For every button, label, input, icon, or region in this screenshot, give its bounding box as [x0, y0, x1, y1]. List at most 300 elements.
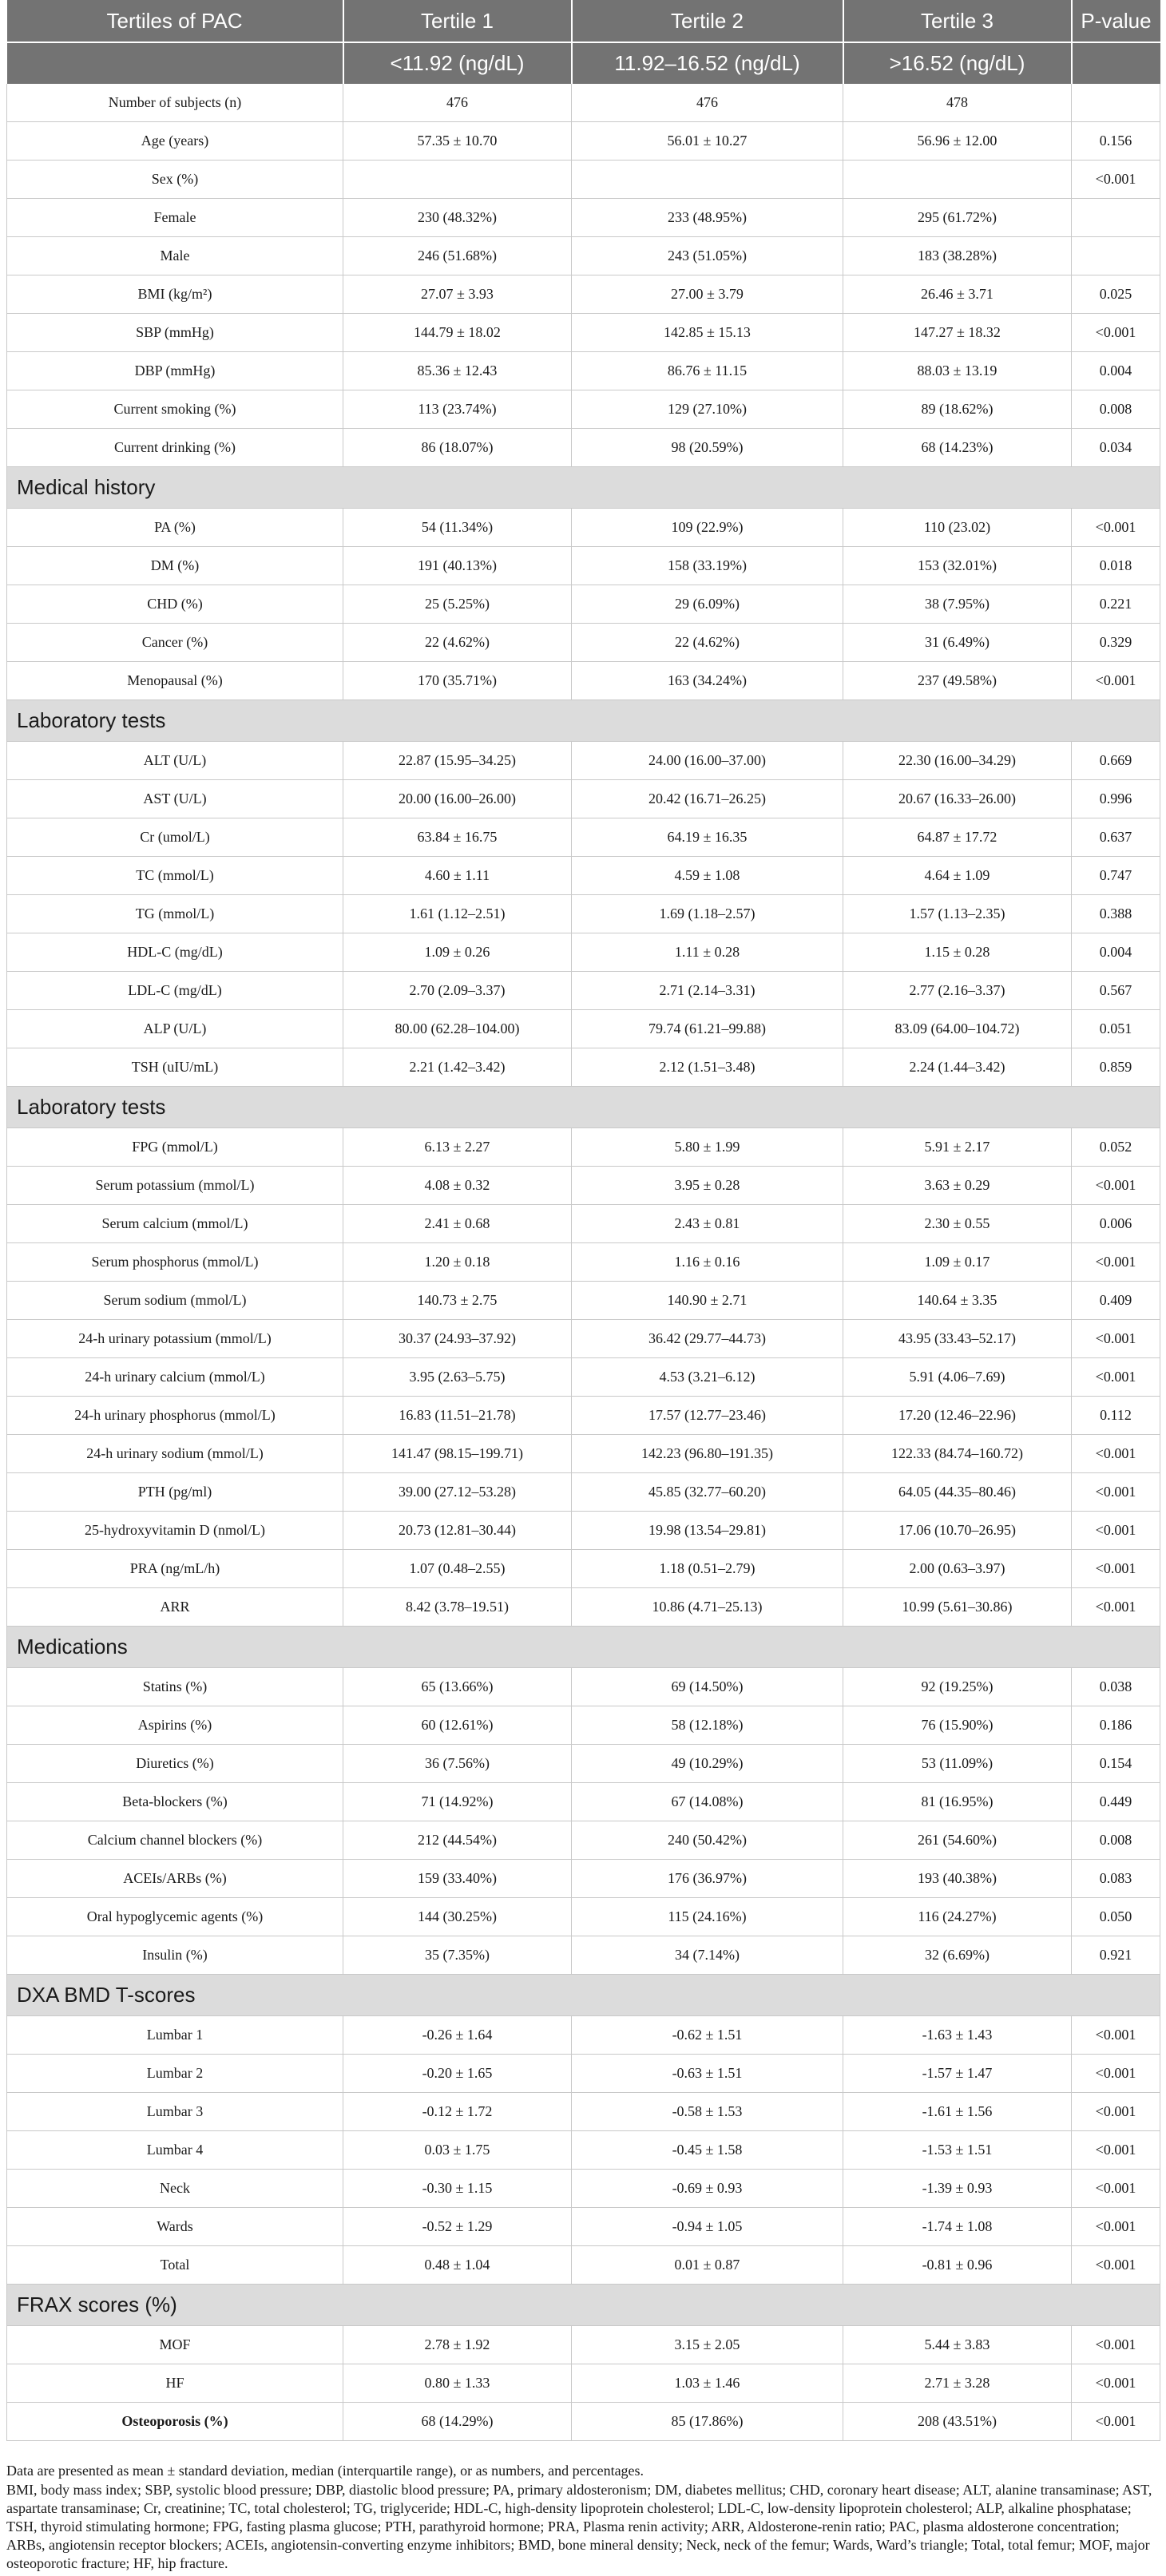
header-tertile-2: Tertile 2: [572, 0, 843, 42]
p-value: 0.004: [1072, 933, 1160, 972]
characteristics-table: [6, 0, 1160, 2441]
row-label: Lumbar 1: [7, 2016, 343, 2055]
p-value: [1072, 84, 1160, 122]
table-row: [7, 1936, 1160, 1975]
tertile-2-value: 1.69 (1.18–2.57): [572, 895, 843, 933]
p-value: 0.186: [1072, 1706, 1160, 1745]
row-label: Male: [7, 237, 343, 275]
row-label: Cr (umol/L): [7, 818, 343, 857]
tertile-1-value: [343, 161, 572, 199]
table-row: [7, 1706, 1160, 1745]
row-label: Neck: [7, 2170, 343, 2208]
table-header: [7, 0, 1160, 84]
row-label: MOF: [7, 2326, 343, 2364]
p-value: <0.001: [1072, 2016, 1160, 2055]
section-header-row: [7, 1627, 1160, 1668]
tertile-1-value: 20.00 (16.00–26.00): [343, 780, 572, 818]
header-tertiles-of-pac: Tertiles of PAC: [7, 0, 343, 42]
p-value: 0.329: [1072, 624, 1160, 662]
row-label: ACEIs/ARBs (%): [7, 1860, 343, 1898]
tertile-1-value: 60 (12.61%): [343, 1706, 572, 1745]
tertile-2-value: -0.69 ± 0.93: [572, 2170, 843, 2208]
tertile-1-value: -0.20 ± 1.65: [343, 2055, 572, 2093]
p-value: 0.921: [1072, 1936, 1160, 1975]
row-label: ALP (U/L): [7, 1010, 343, 1048]
tertile-1-value: 57.35 ± 10.70: [343, 122, 572, 161]
table-row: [7, 1205, 1160, 1243]
tertile-2-value: 5.80 ± 1.99: [572, 1128, 843, 1167]
table-body: [7, 84, 1160, 2441]
table-row: [7, 1320, 1160, 1358]
tertile-1-value: 25 (5.25%): [343, 585, 572, 624]
header-row-2: [7, 42, 1160, 84]
p-value: 0.008: [1072, 390, 1160, 429]
tertile-3-value: -1.57 ± 1.47: [843, 2055, 1072, 2093]
tertile-3-value: [843, 161, 1072, 199]
tertile-3-value: 1.09 ± 0.17: [843, 1243, 1072, 1282]
tertile-2-value: 10.86 (4.71–25.13): [572, 1588, 843, 1627]
row-label: 25-hydroxyvitamin D (nmol/L): [7, 1512, 343, 1550]
p-value: <0.001: [1072, 2364, 1160, 2403]
tertile-2-value: -0.63 ± 1.51: [572, 2055, 843, 2093]
row-label: SBP (mmHg): [7, 314, 343, 352]
p-value: 0.156: [1072, 122, 1160, 161]
tertile-2-value: 85 (17.86%): [572, 2403, 843, 2441]
tertile-1-value: 6.13 ± 2.27: [343, 1128, 572, 1167]
p-value: <0.001: [1072, 2246, 1160, 2285]
table-row: [7, 1550, 1160, 1588]
tertile-2-value: 36.42 (29.77–44.73): [572, 1320, 843, 1358]
p-value: <0.001: [1072, 1320, 1160, 1358]
tertile-2-value: 1.03 ± 1.46: [572, 2364, 843, 2403]
p-value: 0.388: [1072, 895, 1160, 933]
row-label: PA (%): [7, 509, 343, 547]
row-label: 24-h urinary sodium (mmol/L): [7, 1435, 343, 1473]
p-value: <0.001: [1072, 2403, 1160, 2441]
footnote-data-presentation: Data are presented as mean ± standard deviation, median (interquartile range), or as numbers, and percentages.: [6, 2463, 644, 2479]
tertile-1-value: 2.78 ± 1.92: [343, 2326, 572, 2364]
tertile-3-value: 92 (19.25%): [843, 1668, 1072, 1706]
header-range-tertile-3: >16.52 (ng/dL): [843, 42, 1072, 84]
tertile-1-value: 2.41 ± 0.68: [343, 1205, 572, 1243]
table-row: [7, 1745, 1160, 1783]
tertile-2-value: 4.59 ± 1.08: [572, 857, 843, 895]
tertile-2-value: 56.01 ± 10.27: [572, 122, 843, 161]
table-row: [7, 742, 1160, 780]
row-label: Current drinking (%): [7, 429, 343, 467]
table-row: [7, 2208, 1160, 2246]
p-value: 0.008: [1072, 1821, 1160, 1860]
tertile-1-value: 1.20 ± 0.18: [343, 1243, 572, 1282]
table-row: [7, 2093, 1160, 2131]
tertile-3-value: -1.39 ± 0.93: [843, 2170, 1072, 2208]
tertile-3-value: 68 (14.23%): [843, 429, 1072, 467]
p-value: [1072, 199, 1160, 237]
section-header-row: [7, 2285, 1160, 2326]
tertile-1-value: 140.73 ± 2.75: [343, 1282, 572, 1320]
tertile-3-value: 116 (24.27%): [843, 1898, 1072, 1936]
p-value: <0.001: [1072, 1243, 1160, 1282]
table-row: [7, 818, 1160, 857]
p-value: 0.083: [1072, 1860, 1160, 1898]
tertile-3-value: -1.61 ± 1.56: [843, 2093, 1072, 2131]
table-row: [7, 1512, 1160, 1550]
tertile-3-value: 10.99 (5.61–30.86): [843, 1588, 1072, 1627]
tertile-3-value: 38 (7.95%): [843, 585, 1072, 624]
row-label: HDL-C (mg/dL): [7, 933, 343, 972]
table-row: [7, 509, 1160, 547]
tertile-3-value: 20.67 (16.33–26.00): [843, 780, 1072, 818]
p-value: <0.001: [1072, 1512, 1160, 1550]
table-row: [7, 352, 1160, 390]
tertile-1-value: 22.87 (15.95–34.25): [343, 742, 572, 780]
tertile-2-value: 58 (12.18%): [572, 1706, 843, 1745]
tertile-2-value: 129 (27.10%): [572, 390, 843, 429]
header-tertile-3: Tertile 3: [843, 0, 1072, 42]
table-row: [7, 1860, 1160, 1898]
table-row: [7, 1282, 1160, 1320]
tertile-3-value: 295 (61.72%): [843, 199, 1072, 237]
row-label: Diuretics (%): [7, 1745, 343, 1783]
tertile-1-value: 39.00 (27.12–53.28): [343, 1473, 572, 1512]
row-label: AST (U/L): [7, 780, 343, 818]
row-label: Lumbar 3: [7, 2093, 343, 2131]
tertile-3-value: 1.15 ± 0.28: [843, 933, 1072, 972]
row-label: Cancer (%): [7, 624, 343, 662]
section-title: FRAX scores (%): [7, 2285, 1160, 2326]
section-header-row: [7, 1975, 1160, 2016]
tertile-3-value: 193 (40.38%): [843, 1860, 1072, 1898]
tertile-2-value: 243 (51.05%): [572, 237, 843, 275]
table-row: [7, 624, 1160, 662]
table-row: [7, 1435, 1160, 1473]
p-value: <0.001: [1072, 509, 1160, 547]
p-value: 0.154: [1072, 1745, 1160, 1783]
table-row: [7, 122, 1160, 161]
tertile-2-value: 2.71 (2.14–3.31): [572, 972, 843, 1010]
row-label: HF: [7, 2364, 343, 2403]
tertile-3-value: 31 (6.49%): [843, 624, 1072, 662]
tertile-3-value: 89 (18.62%): [843, 390, 1072, 429]
p-value: 0.859: [1072, 1048, 1160, 1087]
table-row: [7, 780, 1160, 818]
row-label: Aspirins (%): [7, 1706, 343, 1745]
row-label: BMI (kg/m²): [7, 275, 343, 314]
table-row: [7, 199, 1160, 237]
tertile-2-value: 3.15 ± 2.05: [572, 2326, 843, 2364]
tertile-1-value: 1.09 ± 0.26: [343, 933, 572, 972]
p-value: <0.001: [1072, 1550, 1160, 1588]
tertile-2-value: [572, 161, 843, 199]
tertile-3-value: 76 (15.90%): [843, 1706, 1072, 1745]
tertile-1-value: 113 (23.74%): [343, 390, 572, 429]
tertile-1-value: 0.48 ± 1.04: [343, 2246, 572, 2285]
tertile-2-value: 45.85 (32.77–60.20): [572, 1473, 843, 1512]
tertile-2-value: 3.95 ± 0.28: [572, 1167, 843, 1205]
tertile-1-value: 476: [343, 84, 572, 122]
row-label: Menopausal (%): [7, 662, 343, 700]
tertile-2-value: 109 (22.9%): [572, 509, 843, 547]
tertile-3-value: 147.27 ± 18.32: [843, 314, 1072, 352]
header-row-1: [7, 0, 1160, 42]
tertile-3-value: 4.64 ± 1.09: [843, 857, 1072, 895]
table-row: [7, 1473, 1160, 1512]
tertile-2-value: 98 (20.59%): [572, 429, 843, 467]
tertile-1-value: 27.07 ± 3.93: [343, 275, 572, 314]
row-label: CHD (%): [7, 585, 343, 624]
tertile-2-value: 142.23 (96.80–191.35): [572, 1435, 843, 1473]
p-value: <0.001: [1072, 662, 1160, 700]
tertile-2-value: 24.00 (16.00–37.00): [572, 742, 843, 780]
table-row: [7, 2364, 1160, 2403]
row-label: Serum calcium (mmol/L): [7, 1205, 343, 1243]
tertile-2-value: 1.11 ± 0.28: [572, 933, 843, 972]
tertile-1-value: 71 (14.92%): [343, 1783, 572, 1821]
row-label: Osteoporosis (%): [7, 2403, 343, 2441]
tertile-1-value: 85.36 ± 12.43: [343, 352, 572, 390]
row-label: FPG (mmol/L): [7, 1128, 343, 1167]
tertile-2-value: 49 (10.29%): [572, 1745, 843, 1783]
row-label: ARR: [7, 1588, 343, 1627]
tertile-1-value: 80.00 (62.28–104.00): [343, 1010, 572, 1048]
tertile-3-value: 2.24 (1.44–3.42): [843, 1048, 1072, 1087]
p-value: 0.567: [1072, 972, 1160, 1010]
table-row: [7, 84, 1160, 122]
tertile-3-value: 2.71 ± 3.28: [843, 2364, 1072, 2403]
p-value: <0.001: [1072, 1358, 1160, 1397]
tertile-2-value: 34 (7.14%): [572, 1936, 843, 1975]
p-value: <0.001: [1072, 2093, 1160, 2131]
p-value: 0.051: [1072, 1010, 1160, 1048]
p-value: <0.001: [1072, 1167, 1160, 1205]
p-value: <0.001: [1072, 1435, 1160, 1473]
row-label: Insulin (%): [7, 1936, 343, 1975]
tertile-2-value: 17.57 (12.77–23.46): [572, 1397, 843, 1435]
tertile-3-value: 17.06 (10.70–26.95): [843, 1512, 1072, 1550]
tertile-3-value: 5.91 (4.06–7.69): [843, 1358, 1072, 1397]
table-row: [7, 1783, 1160, 1821]
tertile-3-value: 3.63 ± 0.29: [843, 1167, 1072, 1205]
header-range-tertile-1: <11.92 (ng/dL): [343, 42, 572, 84]
row-label: Beta-blockers (%): [7, 1783, 343, 1821]
tertile-1-value: 144.79 ± 18.02: [343, 314, 572, 352]
table-row: [7, 1048, 1160, 1087]
table-row: [7, 1243, 1160, 1282]
p-value: 0.025: [1072, 275, 1160, 314]
table-row: [7, 2055, 1160, 2093]
table-row: [7, 2326, 1160, 2364]
tertile-1-value: -0.26 ± 1.64: [343, 2016, 572, 2055]
p-value: <0.001: [1072, 2170, 1160, 2208]
row-label: Serum sodium (mmol/L): [7, 1282, 343, 1320]
row-label: Total: [7, 2246, 343, 2285]
section-title: Laboratory tests: [7, 700, 1160, 742]
header-range-tertile-2: 11.92–16.52 (ng/dL): [572, 42, 843, 84]
tertile-2-value: 115 (24.16%): [572, 1898, 843, 1936]
tertile-3-value: 64.87 ± 17.72: [843, 818, 1072, 857]
row-label: Lumbar 4: [7, 2131, 343, 2170]
tertile-3-value: 5.44 ± 3.83: [843, 2326, 1072, 2364]
tertile-1-value: -0.30 ± 1.15: [343, 2170, 572, 2208]
section-title: Medications: [7, 1627, 1160, 1668]
tertile-1-value: 20.73 (12.81–30.44): [343, 1512, 572, 1550]
tertile-2-value: 64.19 ± 16.35: [572, 818, 843, 857]
tertile-1-value: 68 (14.29%): [343, 2403, 572, 2441]
tertile-1-value: 0.80 ± 1.33: [343, 2364, 572, 2403]
tertile-1-value: 0.03 ± 1.75: [343, 2131, 572, 2170]
tertile-2-value: 1.16 ± 0.16: [572, 1243, 843, 1282]
row-label: Serum phosphorus (mmol/L): [7, 1243, 343, 1282]
tertile-3-value: 64.05 (44.35–80.46): [843, 1473, 1072, 1512]
row-label: Serum potassium (mmol/L): [7, 1167, 343, 1205]
tertile-1-value: 65 (13.66%): [343, 1668, 572, 1706]
table-row: [7, 1010, 1160, 1048]
tertile-2-value: 158 (33.19%): [572, 547, 843, 585]
row-label: 24-h urinary calcium (mmol/L): [7, 1358, 343, 1397]
header-range-p-blank: [1072, 42, 1160, 84]
tertile-2-value: 69 (14.50%): [572, 1668, 843, 1706]
tertile-3-value: 2.77 (2.16–3.37): [843, 972, 1072, 1010]
p-value: 0.034: [1072, 429, 1160, 467]
tertile-2-value: 240 (50.42%): [572, 1821, 843, 1860]
tertile-3-value: 81 (16.95%): [843, 1783, 1072, 1821]
tertile-1-value: 212 (44.54%): [343, 1821, 572, 1860]
p-value: 0.112: [1072, 1397, 1160, 1435]
tertile-1-value: 141.47 (98.15–199.71): [343, 1435, 572, 1473]
p-value: 0.038: [1072, 1668, 1160, 1706]
tertile-1-value: 36 (7.56%): [343, 1745, 572, 1783]
tertile-2-value: 176 (36.97%): [572, 1860, 843, 1898]
tertile-1-value: -0.52 ± 1.29: [343, 2208, 572, 2246]
row-label: Oral hypoglycemic agents (%): [7, 1898, 343, 1936]
tertile-3-value: -1.63 ± 1.43: [843, 2016, 1072, 2055]
tertile-2-value: 0.01 ± 0.87: [572, 2246, 843, 2285]
tertile-3-value: 208 (43.51%): [843, 2403, 1072, 2441]
table-row: [7, 1588, 1160, 1627]
tertile-1-value: 35 (7.35%): [343, 1936, 572, 1975]
tertile-1-value: 159 (33.40%): [343, 1860, 572, 1898]
tertile-1-value: 4.08 ± 0.32: [343, 1167, 572, 1205]
table-row: [7, 895, 1160, 933]
row-label: TC (mmol/L): [7, 857, 343, 895]
tertile-3-value: 22.30 (16.00–34.29): [843, 742, 1072, 780]
table-row: [7, 237, 1160, 275]
table-row: [7, 1358, 1160, 1397]
tertile-1-value: 86 (18.07%): [343, 429, 572, 467]
row-label: ALT (U/L): [7, 742, 343, 780]
tertile-2-value: 19.98 (13.54–29.81): [572, 1512, 843, 1550]
row-label: 24-h urinary potassium (mmol/L): [7, 1320, 343, 1358]
row-label: Wards: [7, 2208, 343, 2246]
header-p-value: P-value: [1072, 0, 1160, 42]
p-value: 0.409: [1072, 1282, 1160, 1320]
tertile-3-value: 261 (54.60%): [843, 1821, 1072, 1860]
row-label: Number of subjects (n): [7, 84, 343, 122]
tertile-3-value: 53 (11.09%): [843, 1745, 1072, 1783]
table-row: [7, 2246, 1160, 2285]
tertile-3-value: 110 (23.02): [843, 509, 1072, 547]
p-value: <0.001: [1072, 161, 1160, 199]
section-title: Laboratory tests: [7, 1087, 1160, 1128]
header-tertile-1: Tertile 1: [343, 0, 572, 42]
tertile-1-value: 4.60 ± 1.11: [343, 857, 572, 895]
section-title: DXA BMD T-scores: [7, 1975, 1160, 2016]
table-row: [7, 547, 1160, 585]
tertile-2-value: -0.62 ± 1.51: [572, 2016, 843, 2055]
tertile-1-value: 170 (35.71%): [343, 662, 572, 700]
tertile-2-value: 86.76 ± 11.15: [572, 352, 843, 390]
tertile-1-value: 2.70 (2.09–3.37): [343, 972, 572, 1010]
tertile-1-value: 22 (4.62%): [343, 624, 572, 662]
section-header-row: [7, 467, 1160, 509]
tertile-1-value: 30.37 (24.93–37.92): [343, 1320, 572, 1358]
tertile-3-value: 32 (6.69%): [843, 1936, 1072, 1975]
tertile-2-value: 1.18 (0.51–2.79): [572, 1550, 843, 1588]
table-row: [7, 1167, 1160, 1205]
row-label: Age (years): [7, 122, 343, 161]
table-row: [7, 1668, 1160, 1706]
p-value: 0.637: [1072, 818, 1160, 857]
tertile-3-value: 237 (49.58%): [843, 662, 1072, 700]
table-row: [7, 275, 1160, 314]
p-value: 0.669: [1072, 742, 1160, 780]
tertile-2-value: 20.42 (16.71–26.25): [572, 780, 843, 818]
tertile-3-value: 140.64 ± 3.35: [843, 1282, 1072, 1320]
p-value: <0.001: [1072, 1588, 1160, 1627]
tertile-2-value: -0.94 ± 1.05: [572, 2208, 843, 2246]
tertile-3-value: 2.00 (0.63–3.97): [843, 1550, 1072, 1588]
table-footnotes: [6, 2462, 1160, 2574]
tertile-3-value: 122.33 (84.74–160.72): [843, 1435, 1072, 1473]
p-value: 0.449: [1072, 1783, 1160, 1821]
tertile-2-value: 142.85 ± 15.13: [572, 314, 843, 352]
table-row: [7, 857, 1160, 895]
row-label: TG (mmol/L): [7, 895, 343, 933]
tertile-1-value: 191 (40.13%): [343, 547, 572, 585]
p-value: 0.018: [1072, 547, 1160, 585]
tertile-1-value: 3.95 (2.63–5.75): [343, 1358, 572, 1397]
tertile-3-value: 43.95 (33.43–52.17): [843, 1320, 1072, 1358]
tertile-1-value: 1.61 (1.12–2.51): [343, 895, 572, 933]
tertile-1-value: 230 (48.32%): [343, 199, 572, 237]
row-label: Statins (%): [7, 1668, 343, 1706]
tertile-1-value: 246 (51.68%): [343, 237, 572, 275]
table-row: [7, 1821, 1160, 1860]
tertile-3-value: 5.91 ± 2.17: [843, 1128, 1072, 1167]
row-label: Sex (%): [7, 161, 343, 199]
p-value: <0.001: [1072, 2326, 1160, 2364]
tertile-3-value: 17.20 (12.46–22.96): [843, 1397, 1072, 1435]
p-value: 0.221: [1072, 585, 1160, 624]
row-label: Female: [7, 199, 343, 237]
row-label: Calcium channel blockers (%): [7, 1821, 343, 1860]
section-header-row: [7, 700, 1160, 742]
tertile-1-value: 1.07 (0.48–2.55): [343, 1550, 572, 1588]
footnote-abbreviations: BMI, body mass index; SBP, systolic blood pressure; DBP, diastolic blood pressure; PA, primary aldosteronism; DM, diabetes mellitus; CHD, coronary heart disease; ALT, alanine transaminase; AST, aspartate transaminase; Cr, creatinine; TC, total cholesterol; TG, triglyceride; HDL-C, high-density lipoprotein cholesterol; LDL-C, low-density lipoprotein cholesterol; ALP, alkaline phosphatase; TSH, thyroid stimulating hormone; FPG, fasting plasma glucose; PTH, parathyroid hormone; PRA, Plasma renin activity; ARR, Aldosterone-renin ratio; PAC, plasma aldosterone concentration; ARBs, angiotensin receptor blockers; ACEIs, angiotensin-converting enzyme inhibitors; BMD, bone mineral density; Neck, neck of the femur; Wards, Ward’s triangle; Total, total femur; MOF, major osteoporotic fracture; HF, hip fracture.: [6, 2482, 1152, 2571]
tertile-1-value: 16.83 (11.51–21.78): [343, 1397, 572, 1435]
p-value: 0.747: [1072, 857, 1160, 895]
tertile-2-value: 29 (6.09%): [572, 585, 843, 624]
p-value: <0.001: [1072, 2208, 1160, 2246]
tertile-1-value: 54 (11.34%): [343, 509, 572, 547]
tertile-2-value: 2.43 ± 0.81: [572, 1205, 843, 1243]
tertile-2-value: 27.00 ± 3.79: [572, 275, 843, 314]
tertile-2-value: 79.74 (61.21–99.88): [572, 1010, 843, 1048]
tertile-3-value: 56.96 ± 12.00: [843, 122, 1072, 161]
tertile-3-value: -0.81 ± 0.96: [843, 2246, 1072, 2285]
p-value: <0.001: [1072, 2131, 1160, 2170]
table-row: [7, 314, 1160, 352]
